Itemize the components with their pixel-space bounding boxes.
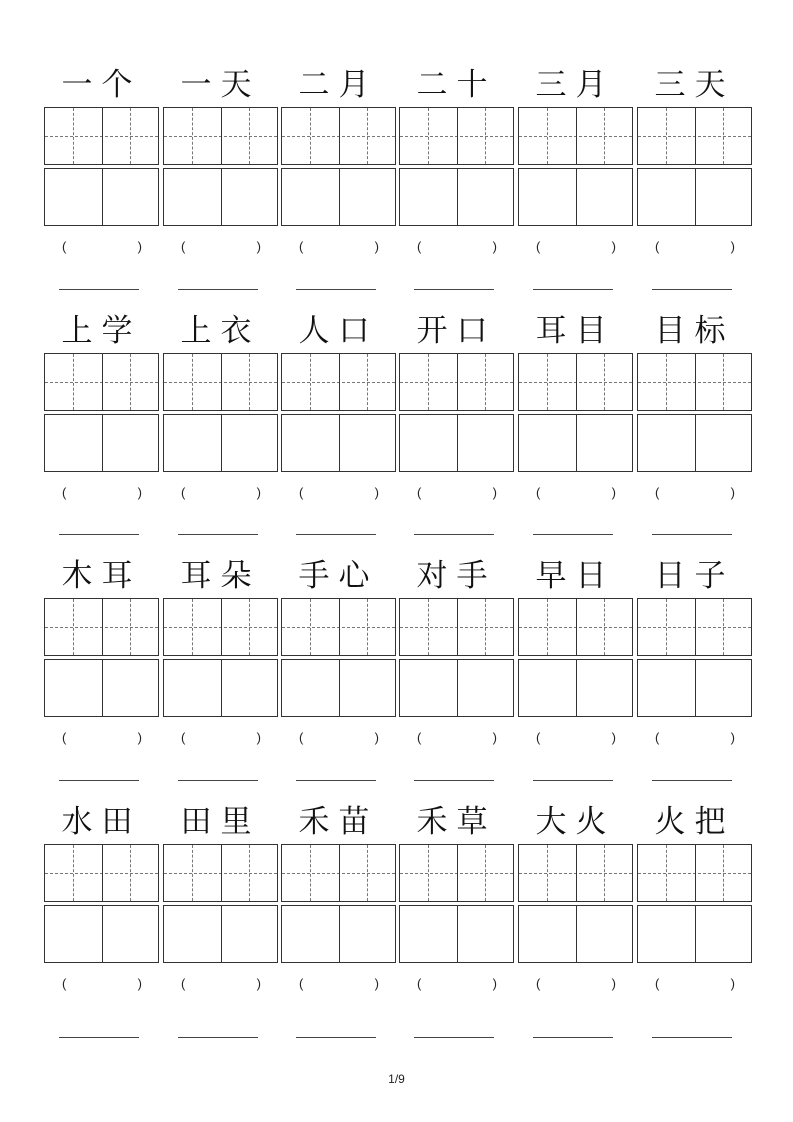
answer-line[interactable] [178,780,258,781]
guide-line-vertical [310,108,311,164]
pinyin-answer-slot[interactable] [62,976,142,996]
box-divider [102,354,103,410]
pinyin-answer-slot[interactable] [181,239,261,259]
tianzige-writing-box[interactable] [399,844,514,902]
tianzige-writing-box[interactable] [637,844,752,902]
right-bracket: ) [137,976,142,991]
box-divider [695,599,696,655]
right-bracket: ) [374,239,379,254]
vocab-word: 日子 [654,558,735,594]
box-divider [457,599,458,655]
box-divider [695,906,696,962]
answer-line[interactable] [296,780,376,781]
word-cell [518,301,633,547]
plain-writing-box[interactable] [399,659,514,717]
vocab-word: 一天 [180,67,261,103]
box-divider [457,906,458,962]
answer-line[interactable] [178,1037,258,1038]
plain-writing-box[interactable] [163,659,278,717]
plain-writing-box[interactable] [281,659,396,717]
plain-writing-box[interactable] [281,905,396,963]
answer-line[interactable] [59,1037,139,1038]
right-bracket: ) [492,485,497,500]
guide-line-vertical [310,845,311,901]
box-divider [457,660,458,716]
right-bracket: ) [611,730,616,745]
right-bracket: ) [730,239,735,254]
box-divider [102,415,103,471]
guide-line-vertical [723,845,724,901]
box-divider [339,845,340,901]
word-cell [637,55,752,301]
left-bracket: ( [299,485,304,500]
guide-line-vertical [485,599,486,655]
left-bracket: ( [536,239,541,254]
vocab-word: 目标 [654,313,735,349]
word-cell [281,546,396,792]
plain-writing-box[interactable] [44,168,159,226]
left-bracket: ( [417,730,422,745]
box-divider [102,906,103,962]
vocab-word: 禾苗 [298,804,379,840]
guide-line-vertical [547,845,548,901]
box-divider [576,354,577,410]
word-cell [44,301,159,547]
left-bracket: ( [181,239,186,254]
guide-line-vertical [310,599,311,655]
guide-line-vertical [130,354,131,410]
answer-line[interactable] [414,534,494,535]
word-cell [637,792,752,1038]
box-divider [339,415,340,471]
box-divider [457,354,458,410]
plain-writing-box[interactable] [281,414,396,472]
word-row [0,792,793,1038]
word-cell [281,792,396,1038]
right-bracket: ) [137,485,142,500]
answer-line[interactable] [296,289,376,290]
word-cell [281,55,396,301]
box-divider [221,354,222,410]
word-cell [44,546,159,792]
vocab-word: 木耳 [61,558,142,594]
left-bracket: ( [417,976,422,991]
tianzige-writing-box[interactable] [163,107,278,165]
guide-line-vertical [73,845,74,901]
answer-line[interactable] [296,534,376,535]
answer-line[interactable] [296,1037,376,1038]
answer-line[interactable] [652,780,732,781]
plain-writing-box[interactable] [518,414,633,472]
pinyin-answer-slot[interactable] [299,730,379,750]
right-bracket: ) [611,976,616,991]
plain-writing-box[interactable] [518,168,633,226]
vocab-word: 大火 [535,804,616,840]
guide-line-vertical [192,599,193,655]
box-divider [576,599,577,655]
box-divider [695,845,696,901]
box-divider [339,354,340,410]
pinyin-answer-slot[interactable] [417,730,497,750]
vocab-word: 三月 [535,67,616,103]
tianzige-writing-box[interactable] [281,598,396,656]
answer-line[interactable] [59,289,139,290]
guide-line-vertical [604,354,605,410]
left-bracket: ( [536,485,541,500]
box-divider [221,660,222,716]
guide-line-vertical [428,108,429,164]
pinyin-answer-slot[interactable] [62,239,142,259]
box-divider [457,169,458,225]
guide-line-vertical [310,354,311,410]
plain-writing-box[interactable] [637,168,752,226]
tianzige-writing-box[interactable] [281,353,396,411]
word-cell [518,546,633,792]
guide-line-vertical [367,108,368,164]
box-divider [339,599,340,655]
word-cell [518,792,633,1038]
right-bracket: ) [492,730,497,745]
pinyin-answer-slot[interactable] [417,976,497,996]
box-divider [221,169,222,225]
right-bracket: ) [137,730,142,745]
right-bracket: ) [256,730,261,745]
answer-line[interactable] [414,780,494,781]
guide-line-vertical [428,354,429,410]
word-cell [163,792,278,1038]
tianzige-writing-box[interactable] [637,107,752,165]
plain-writing-box[interactable] [637,905,752,963]
pinyin-answer-slot[interactable] [536,976,616,996]
guide-line-vertical [428,845,429,901]
right-bracket: ) [730,730,735,745]
box-divider [576,906,577,962]
left-bracket: ( [62,976,67,991]
vocab-word: 对手 [416,558,497,594]
answer-line[interactable] [414,1037,494,1038]
box-divider [457,415,458,471]
answer-line[interactable] [652,1037,732,1038]
page-number: 1/9 [388,1072,405,1086]
left-bracket: ( [417,239,422,254]
guide-line-vertical [367,354,368,410]
vocab-word: 耳目 [535,313,616,349]
box-divider [576,660,577,716]
vocab-word: 二十 [416,67,497,103]
box-divider [102,660,103,716]
answer-line[interactable] [652,289,732,290]
pinyin-answer-slot[interactable] [181,730,261,750]
tianzige-writing-box[interactable] [281,107,396,165]
guide-line-vertical [73,354,74,410]
tianzige-writing-box[interactable] [44,107,159,165]
guide-line-vertical [723,354,724,410]
guide-line-vertical [485,354,486,410]
tianzige-writing-box[interactable] [44,353,159,411]
tianzige-writing-box[interactable] [637,353,752,411]
tianzige-writing-box[interactable] [163,598,278,656]
tianzige-writing-box[interactable] [399,107,514,165]
plain-writing-box[interactable] [44,905,159,963]
word-cell [399,301,514,547]
right-bracket: ) [374,730,379,745]
right-bracket: ) [256,239,261,254]
answer-line[interactable] [533,780,613,781]
right-bracket: ) [256,976,261,991]
box-divider [457,108,458,164]
left-bracket: ( [299,730,304,745]
box-divider [695,415,696,471]
left-bracket: ( [655,730,660,745]
vocab-word: 田里 [180,804,261,840]
guide-line-vertical [428,599,429,655]
pinyin-answer-slot[interactable] [62,730,142,750]
guide-line-vertical [249,845,250,901]
left-bracket: ( [62,485,67,500]
box-divider [576,169,577,225]
word-cell [399,546,514,792]
right-bracket: ) [492,239,497,254]
left-bracket: ( [181,976,186,991]
left-bracket: ( [536,730,541,745]
pinyin-answer-slot[interactable] [536,239,616,259]
plain-writing-box[interactable] [163,414,278,472]
left-bracket: ( [62,239,67,254]
guide-line-vertical [130,599,131,655]
guide-line-vertical [485,845,486,901]
box-divider [102,599,103,655]
guide-line-vertical [192,845,193,901]
word-cell [637,301,752,547]
tianzige-writing-box[interactable] [399,598,514,656]
vocab-word: 早日 [535,558,616,594]
guide-line-vertical [604,845,605,901]
answer-line[interactable] [533,534,613,535]
tianzige-writing-box[interactable] [163,353,278,411]
answer-line[interactable] [533,1037,613,1038]
box-divider [339,169,340,225]
guide-line-vertical [666,599,667,655]
vocab-word: 上学 [61,313,142,349]
answer-line[interactable] [652,534,732,535]
guide-line-vertical [666,845,667,901]
plain-writing-box[interactable] [163,905,278,963]
tianzige-writing-box[interactable] [518,844,633,902]
pinyin-answer-slot[interactable] [655,730,735,750]
word-cell [637,546,752,792]
box-divider [695,169,696,225]
plain-writing-box[interactable] [399,414,514,472]
right-bracket: ) [611,485,616,500]
answer-line[interactable] [533,289,613,290]
pinyin-answer-slot[interactable] [299,239,379,259]
left-bracket: ( [181,485,186,500]
box-divider [221,906,222,962]
right-bracket: ) [730,485,735,500]
pinyin-answer-slot[interactable] [181,485,261,505]
answer-line[interactable] [178,289,258,290]
left-bracket: ( [299,976,304,991]
guide-line-vertical [666,354,667,410]
guide-line-vertical [723,599,724,655]
box-divider [221,108,222,164]
vocab-word: 火把 [654,804,735,840]
right-bracket: ) [374,976,379,991]
word-cell [399,55,514,301]
pinyin-answer-slot[interactable] [299,976,379,996]
word-row [0,301,793,547]
guide-line-vertical [73,108,74,164]
pinyin-answer-slot[interactable] [299,485,379,505]
word-cell [44,792,159,1038]
answer-line[interactable] [178,534,258,535]
right-bracket: ) [611,239,616,254]
left-bracket: ( [181,730,186,745]
tianzige-writing-box[interactable] [518,353,633,411]
guide-line-vertical [547,108,548,164]
left-bracket: ( [655,485,660,500]
word-row [0,55,793,301]
pinyin-answer-slot[interactable] [62,485,142,505]
tianzige-writing-box[interactable] [44,844,159,902]
guide-line-vertical [367,845,368,901]
word-cell [399,792,514,1038]
left-bracket: ( [417,485,422,500]
right-bracket: ) [730,976,735,991]
plain-writing-box[interactable] [637,659,752,717]
box-divider [576,108,577,164]
guide-line-vertical [249,354,250,410]
plain-writing-box[interactable] [399,168,514,226]
plain-writing-box[interactable] [281,168,396,226]
pinyin-answer-slot[interactable] [536,730,616,750]
tianzige-writing-box[interactable] [399,353,514,411]
pinyin-answer-slot[interactable] [417,485,497,505]
guide-line-vertical [723,108,724,164]
box-divider [221,599,222,655]
word-cell [163,55,278,301]
box-divider [339,108,340,164]
box-divider [457,845,458,901]
vocab-word: 手心 [298,558,379,594]
guide-line-vertical [367,599,368,655]
plain-writing-box[interactable] [518,659,633,717]
plain-writing-box[interactable] [399,905,514,963]
guide-line-vertical [485,108,486,164]
guide-line-vertical [130,845,131,901]
vocab-word: 耳朵 [180,558,261,594]
vocab-word: 一个 [61,67,142,103]
box-divider [221,845,222,901]
tianzige-writing-box[interactable] [518,107,633,165]
guide-line-vertical [249,599,250,655]
answer-line[interactable] [59,534,139,535]
word-cell [281,301,396,547]
word-row [0,546,793,792]
box-divider [221,415,222,471]
left-bracket: ( [299,239,304,254]
left-bracket: ( [62,730,67,745]
plain-writing-box[interactable] [518,905,633,963]
vocab-word: 三天 [654,67,735,103]
word-cell [163,546,278,792]
guide-line-vertical [192,108,193,164]
guide-line-vertical [73,599,74,655]
plain-writing-box[interactable] [637,414,752,472]
guide-line-vertical [249,108,250,164]
vocab-word: 水田 [61,804,142,840]
pinyin-answer-slot[interactable] [655,239,735,259]
word-cell [44,55,159,301]
plain-writing-box[interactable] [44,414,159,472]
guide-line-vertical [604,108,605,164]
right-bracket: ) [256,485,261,500]
plain-writing-box[interactable] [44,659,159,717]
tianzige-writing-box[interactable] [44,598,159,656]
box-divider [695,108,696,164]
left-bracket: ( [536,976,541,991]
guide-line-vertical [547,599,548,655]
vocab-word: 上衣 [180,313,261,349]
pinyin-answer-slot[interactable] [655,976,735,996]
plain-writing-box[interactable] [163,168,278,226]
guide-line-vertical [547,354,548,410]
guide-line-vertical [130,108,131,164]
right-bracket: ) [137,239,142,254]
left-bracket: ( [655,239,660,254]
box-divider [576,845,577,901]
box-divider [339,906,340,962]
guide-line-vertical [604,599,605,655]
right-bracket: ) [374,485,379,500]
pinyin-answer-slot[interactable] [181,976,261,996]
word-cell [518,55,633,301]
tianzige-writing-box[interactable] [163,844,278,902]
vocab-word: 开口 [416,313,497,349]
tianzige-writing-box[interactable] [518,598,633,656]
tianzige-writing-box[interactable] [281,844,396,902]
vocab-word: 二月 [298,67,379,103]
box-divider [102,845,103,901]
word-cell [163,301,278,547]
pinyin-answer-slot[interactable] [655,485,735,505]
right-bracket: ) [492,976,497,991]
vocab-word: 人口 [298,313,379,349]
box-divider [576,415,577,471]
box-divider [695,660,696,716]
box-divider [695,354,696,410]
pinyin-answer-slot[interactable] [417,239,497,259]
left-bracket: ( [655,976,660,991]
tianzige-writing-box[interactable] [637,598,752,656]
guide-line-vertical [666,108,667,164]
vocab-word: 禾草 [416,804,497,840]
answer-line[interactable] [414,289,494,290]
answer-line[interactable] [59,780,139,781]
box-divider [339,660,340,716]
box-divider [102,169,103,225]
box-divider [102,108,103,164]
pinyin-answer-slot[interactable] [536,485,616,505]
guide-line-vertical [192,354,193,410]
